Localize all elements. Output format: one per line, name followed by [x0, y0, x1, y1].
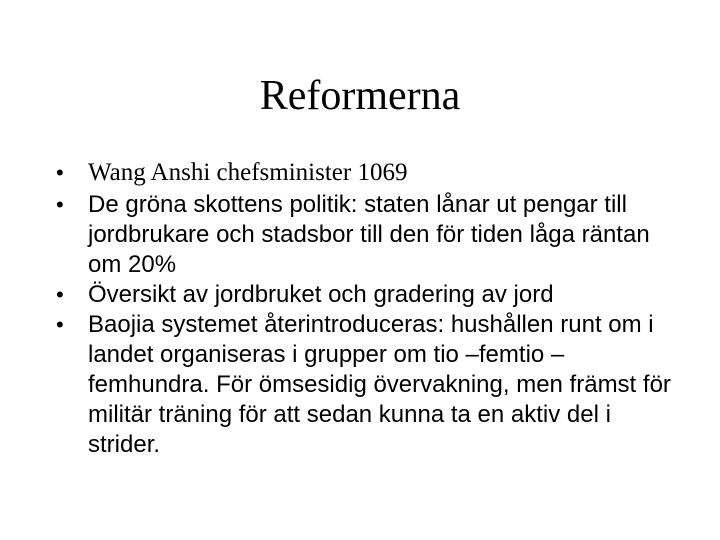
bullet-text: Översikt av jordbruket och gradering av jord [88, 281, 554, 308]
bullet-item-oversikt [54, 280, 674, 310]
bullet-text: De gröna skottens politik: staten lånar ut pengar till jordbrukare och stadsbor till den för tiden låga räntan om 20% [88, 191, 650, 278]
bullet-item-baojia [54, 310, 674, 460]
bullet-icon: • [56, 192, 64, 217]
bullet-icon: • [56, 282, 64, 307]
slide-title: Reformerna [259, 73, 461, 119]
bullet-text: Baojia systemet återintroduceras: hushållen runt om i landet organiseras i grupper om tio –femtio – femhundra. För ömsesidig övervakning, men främst för militär träning för att sedan kunna ta en aktiv del i strider. [88, 311, 671, 458]
bullet-icon: • [56, 312, 64, 337]
bullet-item-grona-skottens [54, 190, 674, 280]
bullet-icon: • [56, 160, 64, 185]
bullet-list [54, 156, 674, 460]
bullet-text: Wang Anshi chefsminister 1069 [88, 159, 408, 186]
bullet-item-wang-anshi [54, 156, 674, 190]
